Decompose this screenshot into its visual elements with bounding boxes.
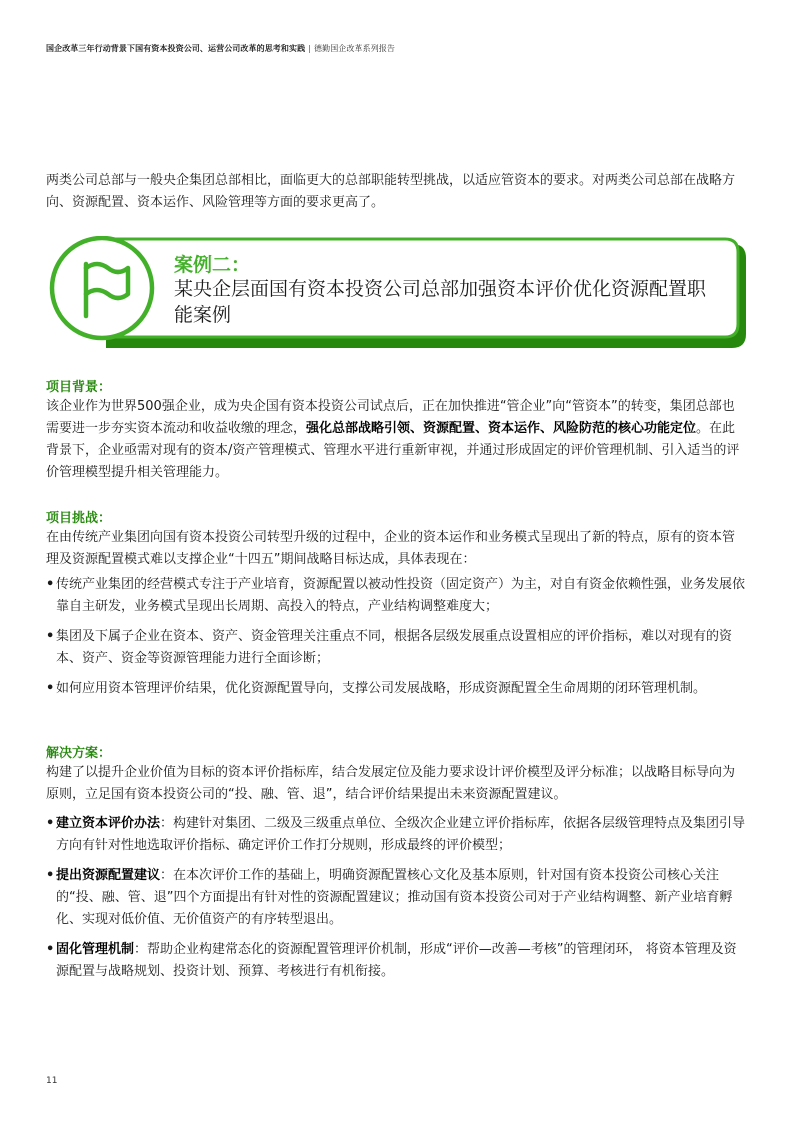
page-number: 11 xyxy=(46,1076,58,1086)
solution-paragraph: 构建了以提升企业价值为目标的资本评价指标库，结合发展定位及能力要求设计评价模型及评分标准；以战略目标导向为原则，立足国有资本投资公司的“投、融、管、退”，结合评价结果提出未来资源配置建议。 xyxy=(46,765,736,802)
bullet-text: 如何应用资本管理评价结果，优化资源配置导向，支撑公司发展战略，形成资源配置全生命周期的闭环管理机制。 xyxy=(56,681,707,696)
bullet-dot: • xyxy=(46,629,55,644)
bullet-dot: • xyxy=(46,816,55,831)
list-item xyxy=(46,626,746,670)
bullet-text: ：在本次评价工作的基础上，明确资源配置核心文化及基本原则，针对国有资本投资公司核心关注的“投、融、管、退”四个方面提出有针对性的资源配置建议；推动国有资本投资公司对于产业结构调整、新产业培育孵化、实现对低价值、无价值资产的有序转型退出。 xyxy=(56,868,733,927)
case-title: 某央企层面国有资本投资公司总部加强资本评价优化资源配置职能案例 xyxy=(174,278,707,326)
background-text-bold: 强化总部战略引领、资源配置、资本运作、风险防范的核心功能定位 xyxy=(306,421,697,436)
intro-paragraph: 两类公司总部与一般央企集团总部相比，面临更大的总部职能转型挑战，以适应管资本的要求。对两类公司总部在战略方向、资源配置、资本运作、风险管理等方面的要求更高了。 xyxy=(46,173,736,210)
bullet-bold-lead: 固化管理机制 xyxy=(56,942,135,957)
background-heading: 项目背景： xyxy=(46,380,112,395)
report-title: 国企改革三年行动背景下国有资本投资公司、运营公司改革的思考和实践 xyxy=(46,44,306,53)
solution-heading: 解决方案： xyxy=(46,746,112,761)
bullet-bold-lead: 提出资源配置建议 xyxy=(56,868,161,883)
bullet-bold-lead: 建立资本评价办法 xyxy=(56,816,161,831)
header-separator: | xyxy=(308,44,311,53)
list-item xyxy=(46,574,746,618)
case-study-banner xyxy=(46,236,746,348)
bullet-text: 传统产业集团的经营模式专注于产业培育，资源配置以被动性投资（固定资产）为主，对自有资金依赖性强，业务发展依靠自主研发，业务模式呈现出长周期、高投入的特点，产业结构调整难度大； xyxy=(56,577,746,614)
list-item xyxy=(46,865,746,931)
challenge-heading: 项目挑战： xyxy=(46,511,112,526)
bullet-dot: • xyxy=(46,942,55,957)
bullet-text: ：构建针对集团、二级及三级重点单位、全级次企业建立评价指标库，依据各层级管理特点及集团引导方向有针对性地选取评价指标、确定评价工作打分规则，形成最终的评价模型； xyxy=(56,816,746,853)
case-label: 案例二： xyxy=(174,254,251,276)
report-series: 德勤国企改革系列报告 xyxy=(314,44,395,53)
challenge-paragraph: 在由传统产业集团向国有资本投资公司转型升级的过程中，企业的资本运作和业务模式呈现出了新的特点，原有的资本管理及资源配置模式难以支撑企业“十四五”期间战略目标达成，具体表现在： xyxy=(46,530,736,567)
bullet-text: 集团及下属子企业在资本、资产、资金管理关注重点不同，根据各层级发展重点设置相应的评价指标，难以对现有的资本、资产、资金等资源管理能力进行全面诊断； xyxy=(56,629,733,666)
bullet-dot: • xyxy=(46,681,55,696)
background-text-after: 。在此背景下，企业亟需对现有的资本/资产管理模式、管理水平进行重新审视，并通过形成固定的评价管理机制、引入适当的评价管理模型提升相关管理能力。 xyxy=(46,421,740,480)
running-header xyxy=(46,43,395,54)
list-item xyxy=(46,939,746,983)
background-paragraph xyxy=(46,396,746,484)
background-text-before: 该企业作为世界500强企业，成为央企国有资本投资公司试点后，正在加快推进“管企业”向“管资本”的转变，集团总部也需要进一步夯实资本流动和收益收缴的理念， xyxy=(46,399,735,436)
list-item xyxy=(46,678,746,700)
bullet-dot: • xyxy=(46,868,55,883)
challenge-bullet-list xyxy=(46,574,746,708)
list-item xyxy=(46,813,746,857)
bullet-dot: • xyxy=(46,577,55,592)
solution-bullet-list xyxy=(46,813,746,991)
bullet-text: ：帮助企业构建常态化的资源配置管理评价机制，形成“评价—改善—考核”的管理闭环， 将资本管理及资源配置与战略规划、投资计划、预算、考核进行有机衔接。 xyxy=(56,942,737,979)
flag-icon xyxy=(52,238,152,338)
